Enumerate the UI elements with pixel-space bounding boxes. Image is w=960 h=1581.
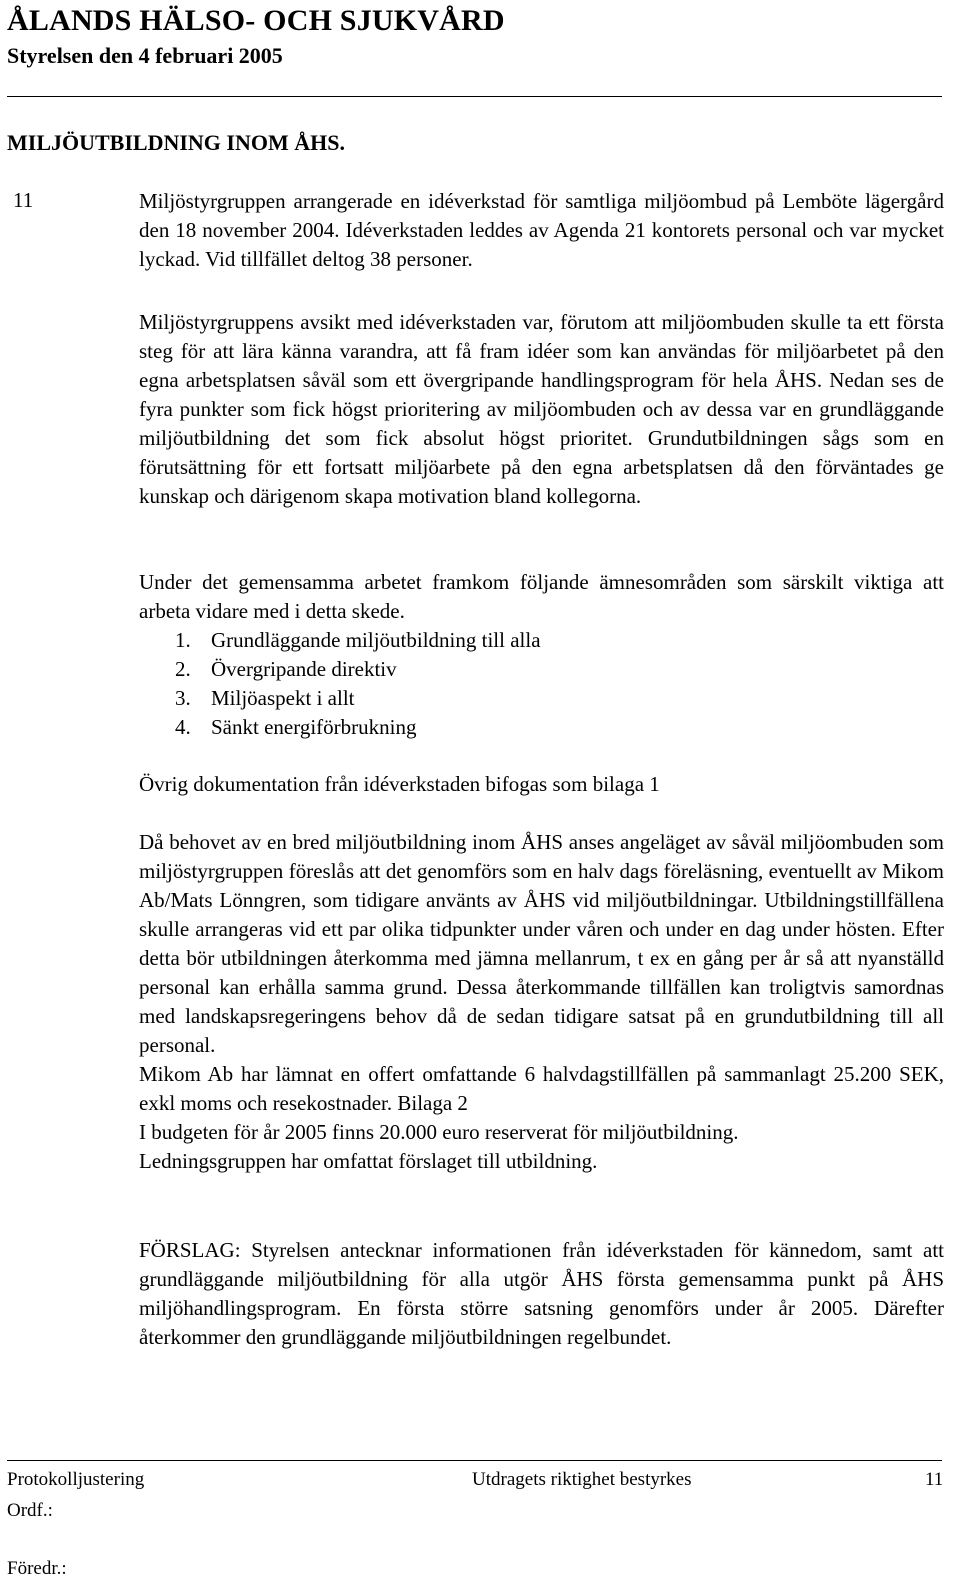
topic-list [139,626,944,742]
paragraph-text: Då behovet av en bred miljöutbildning inom ÅHS anses angeläget av såväl miljöombuden som miljöstyrgruppen föreslås att det genomförs som en halv dags föreläsning, eventuellt av Mikom Ab/Mats Lönngren, som tidigare använts av ÅHS vid miljöutbildningar. Utbildningstillfällena skulle arrangeras vid ett par olika tidpunkter under våren och under en dag under hösten. Efter detta bör utbildningen återkomma med jämna mellanrum, t ex en gång per år så att nyanställd personal kan erhålla samma grund. Dessa återkommande tillfällen kan troligtvis samordnas med landskapsregeringens behov då de sedan tidigare satsat på en grundutbildning till all personal. [139,830,944,1057]
paragraph-proposal-details [139,828,944,1176]
paragraph-text: I budgeten för år 2005 finns 20.000 euro reserverat för miljöutbildning. [139,1120,739,1144]
paragraph-text: Mikom Ab har lämnat en offert omfattande 6 halvdagstillfällen på sammanlagt 25.200 SEK, exkl moms och resekostnader. Bilaga 2 [139,1062,944,1115]
paragraph-text: Övrig dokumentation från idéverkstaden bifogas som bilaga 1 [139,772,660,796]
paragraph-forslag [139,1236,944,1352]
footer-fored: Föredr.: [7,1558,67,1579]
organization-title: ÅLANDS HÄLSO- OCH SJUKVÅRD [7,4,505,37]
paragraph-topics [139,568,944,742]
paragraph-text: Under det gemensamma arbetet framkom följande ämnesområden som särskilt viktiga att arbeta vidare med i detta skede. [139,570,944,623]
footer-protokolljustering: Protokolljustering [7,1469,145,1490]
section-title: MILJÖUTBILDNING INOM ÅHS. [7,130,345,155]
footer-divider [7,1460,942,1461]
footer-ordf: Ordf.: [7,1500,53,1521]
list-item: 1. Grundläggande miljöutbildning till alla [175,628,541,652]
footer-bestyrkes: Utdragets riktighet bestyrkes [472,1469,692,1490]
paragraph-documentation [139,770,944,799]
paragraph-text: Ledningsgruppen har omfattat förslaget till utbildning. [139,1149,598,1173]
list-item: 2. Övergripande direktiv [175,657,397,681]
paragraph-text: FÖRSLAG: Styrelsen antecknar informationen från idéverkstaden för kännedom, samt att grundläggande miljöutbildning för alla utgör ÅHS första gemensamma punkt på ÅHS miljöhandlingsprogram. En första större satsning genomförs under år 2005. Därefter återkommer den grundläggande miljöutbildningen regelbundet. [139,1238,944,1349]
item-number: 11 [13,188,34,212]
paragraph-text: Miljöstyrgruppens avsikt med idéverkstaden var, förutom att miljöombuden skulle ta ett första steg för att lära känna varandra, att få fram idéer som kan användas för miljöarbetet på den egna arbetsplatsen såväl som ett övergripande handlingsprogram för hela ÅHS. Nedan ses de fyra punkter som fick högst prioritering av miljöombuden och av dessa var en grundläggande miljöutbildning det som fick absolut högst prioritet. Grundutbildningen sågs som en förutsättning för ett fortsatt miljöarbete på den egna arbetsplatsen då den förväntades ge kunskap och därigenom skapa motivation bland kollegorna. [139,310,944,508]
paragraph-intro [139,187,944,274]
paragraph-text: Miljöstyrgruppen arrangerade en idéverkstad för samtliga miljöombud på Lemböte lägergård den 18 november 2004. Idéverkstaden leddes av Agenda 21 kontorets personal och var mycket lyckad. Vid tillfället deltog 38 personer. [139,189,944,271]
paragraph-purpose [139,308,944,511]
list-item: 4. Sänkt energiförbrukning [175,715,417,739]
header-divider [7,96,942,97]
list-item: 3. Miljöaspekt i allt [175,686,355,710]
page-number: 11 [925,1469,944,1490]
meeting-date: Styrelsen den 4 februari 2005 [7,43,283,68]
